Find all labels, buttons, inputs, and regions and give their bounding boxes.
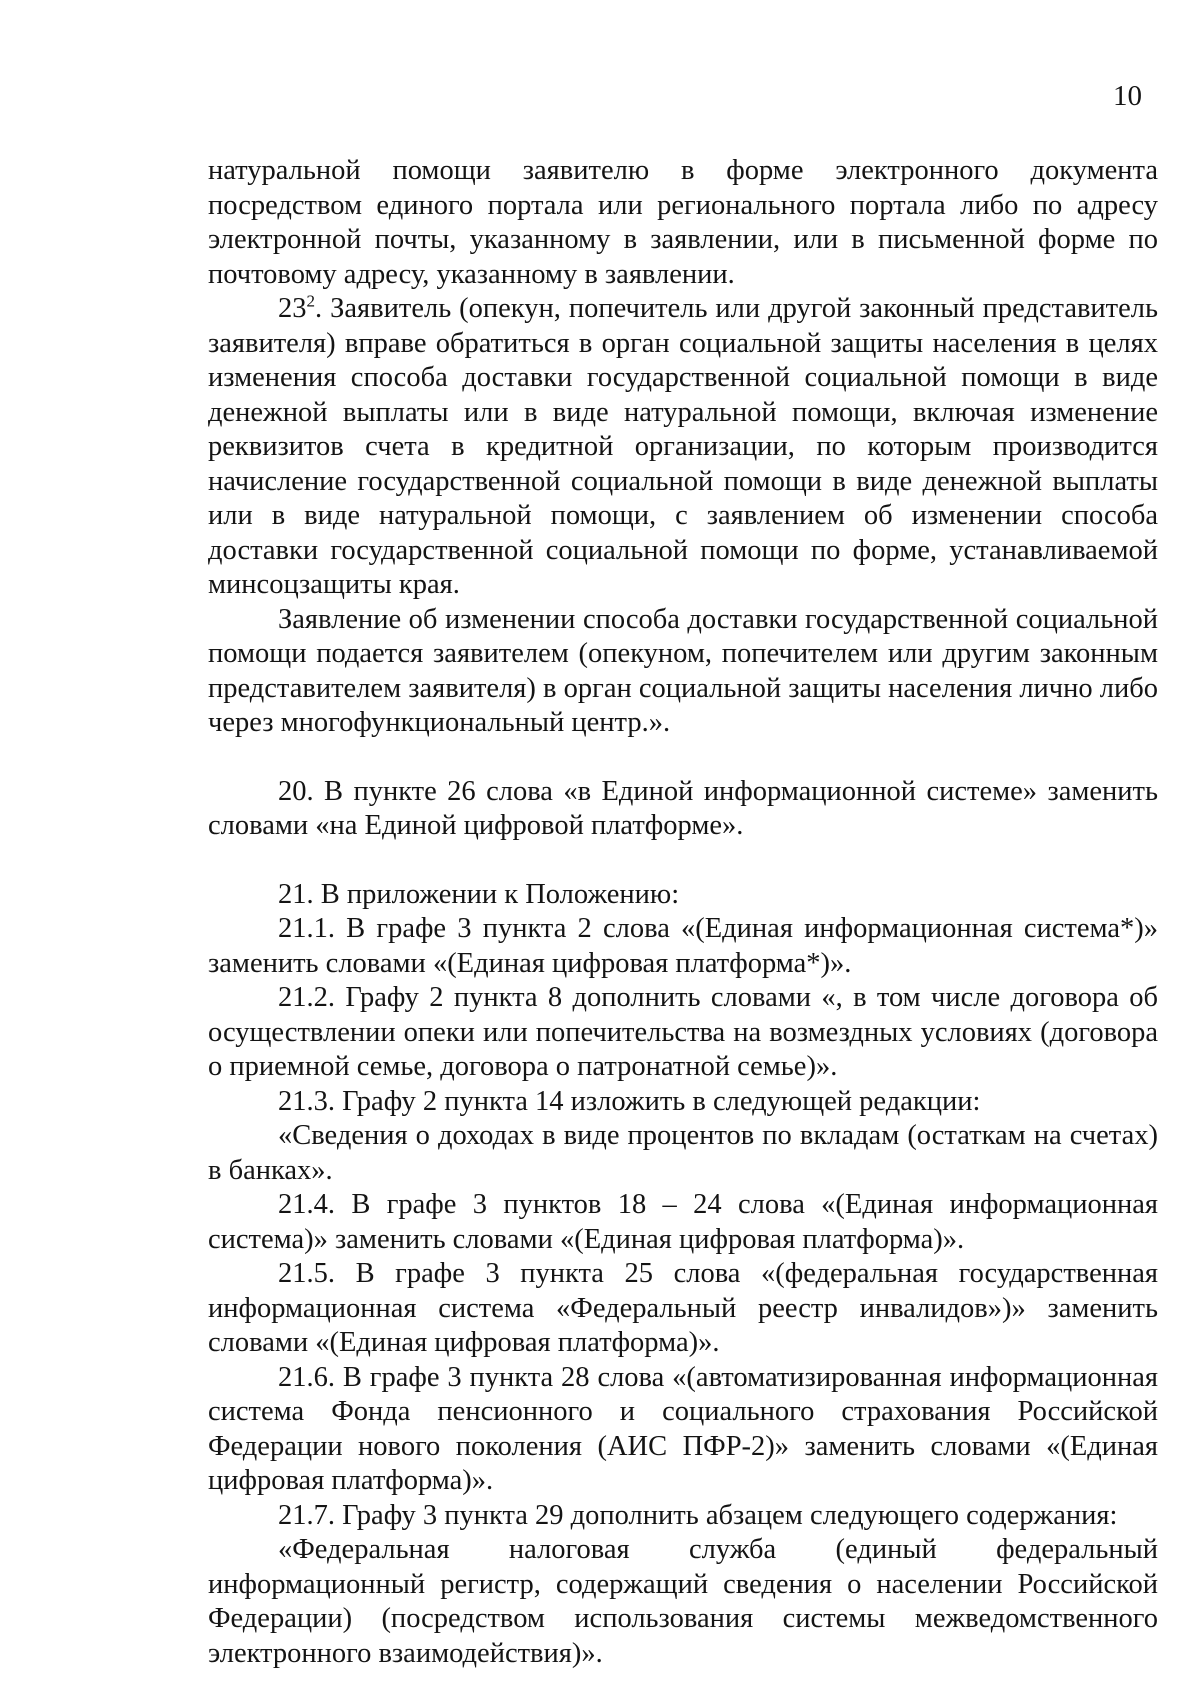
paragraph-21-7: 21.7. Графу 3 пункта 29 дополнить абзацем следующего содержания:: [278, 1499, 1118, 1531]
page-number: 10: [1113, 80, 1142, 112]
paragraph-23-2: [208, 292, 1158, 603]
paragraph-application-delivery: Заявление об изменении способа доставки государственной социальной помощи подается заявителем (опекуном, попечителем или другим законным представителем заявителя) в орган социальной защиты населения лично либо через многофункциональный центр.».: [208, 603, 1158, 738]
paragraph-20: 20. В пункте 26 слова «в Единой информационной системе» заменить словами «на Единой цифровой платформе».: [208, 775, 1158, 841]
paragraph-21-3-quote: «Сведения о доходах в виде процентов по вкладам (остаткам на счетах) в банках».: [208, 1120, 1158, 1186]
clause-number: 23: [278, 293, 307, 324]
paragraph-21-3: 21.3. Графу 2 пункта 14 изложить в следующей редакции:: [278, 1085, 981, 1117]
clause-text: . Заявитель (опекун, попечитель или другой законный представитель заявителя) вправе обратиться в орган социальной защиты населения в целях изменения способа доставки государственной социальной помощи в виде денежной выплаты или в виде натуральной помощи, включая изменение реквизитов счета в кредитной организации, по которым производится начисление государственной социальной помощи в виде денежной выплаты или в виде натуральной помощи, с заявлением об изменении способа доставки государственной социальной помощи по форме, устанавливаемой минсоцзащиты края.: [208, 293, 1158, 600]
paragraph-21-2: 21.2. Графу 2 пункта 8 дополнить словами «, в том числе договора об осуществлении опеки или попечительства на возмездных условиях (договора о приемной семье, договора о патронатной семье)».: [208, 982, 1158, 1082]
paragraph-21-1: 21.1. В графе 3 пункта 2 слова «(Единая информационная система*)» заменить словами «(Единая цифровая платформа*)».: [208, 913, 1158, 979]
clause-number-superscript: 2: [306, 291, 316, 311]
document-body: [208, 154, 1158, 1671]
paragraph-continuation: натуральной помощи заявителю в форме электронного документа посредством единого портала или регионального портала либо по адресу электронной почты, указанному в заявлении, или в письменной форме по почтовому адресу, указанному в заявлении.: [208, 155, 1158, 290]
paragraph-21-6: 21.6. В графе 3 пункта 28 слова «(автоматизированная информационная система Фонда пенсионного и социального страхования Российской Федерации нового поколения (АИС ПФР-2)» заменить словами «(Единая цифровая платформа)».: [208, 1361, 1158, 1496]
paragraph-21-5: 21.5. В графе 3 пункта 25 слова «(федеральная государственная информационная система «Федеральный реестр инвалидов»)» заменить словами «(Единая цифровая платформа)».: [208, 1258, 1158, 1358]
paragraph-21: 21. В приложении к Положению:: [278, 878, 680, 910]
paragraph-21-4: 21.4. В графе 3 пунктов 18 – 24 слова «(Единая информационная система)» заменить словами «(Единая цифровая платформа)».: [208, 1189, 1158, 1255]
paragraph-21-7-quote: «Федеральная налоговая служба (единый федеральный информационный регистр, содержащий сведения о населении Российской Федерации) (посредством использования системы межведомственного электронного взаимодействия)».: [208, 1534, 1158, 1669]
